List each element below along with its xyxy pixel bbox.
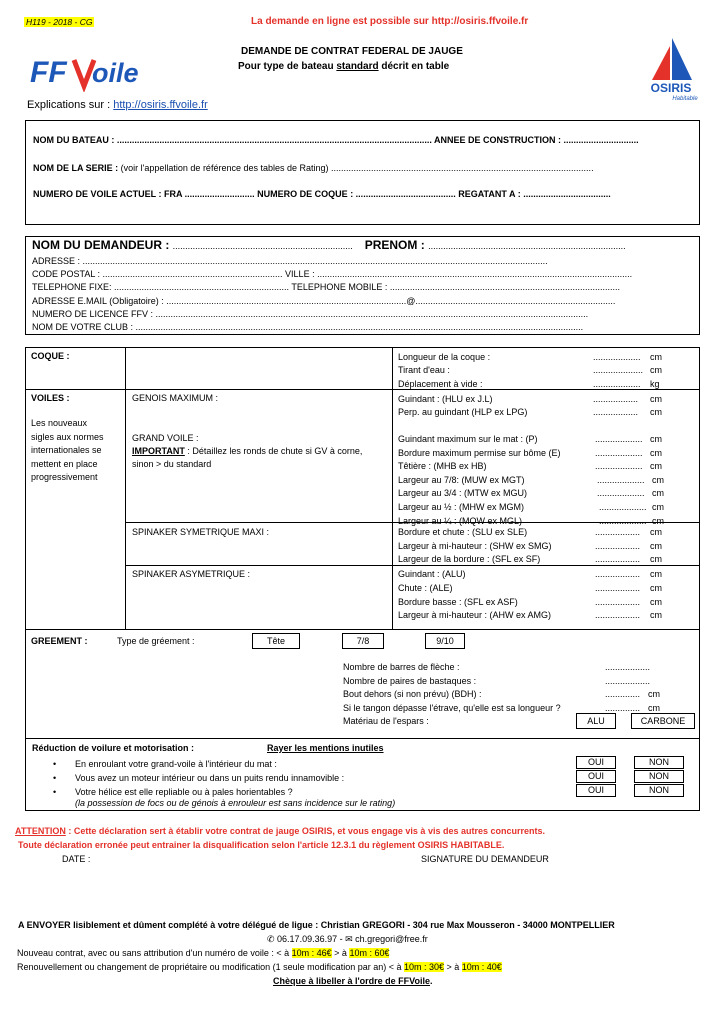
reduction-list [53,757,344,799]
engine-non[interactable]: NON [634,770,684,783]
ffvoile-logo [30,52,152,94]
sail-number-field[interactable]: NUMERO DE VOILE ACTUEL : FRA ............................ NUMERO DE COQUE : ........................................ REGATANT A : ................................... [33,189,611,199]
form-subtitle: Pour type de bateau standard décrit en table [238,61,450,72]
reduction-title: Réduction de voilure et motorisation : [32,743,195,753]
explications-link[interactable]: http://osiris.ffvoile.fr [113,99,208,111]
spinnaker-sym-rows[interactable]: Bordure et chute : (SLU ex SLE) .................. cm Largeur à mi-hauteur : (SHW ex SMG) .................. cm Largeur de la bordure : (SFL ex SF) .................. cm [398,527,662,564]
mainsail-important-2: sinon > du standard [132,459,212,469]
mainsail-rows[interactable]: Guindant maximum sur le mat : (P) ................... cm Bordure maximum permise sur bôme (E) ................... cm Têtière : (MHB ex HB) ................... cm Largeur au 7/8: (MUW ex MGT) ................... cm Largeur au 3/4 : (MTW ex MGU) ................... cm Largeur au ½ : (MHW ex MGM) ................... cm Largeur au ¼ : (MQW ex MGL) ................... cm [398,434,664,526]
reduction-item-engine: • Vous avez un moteur intérieur ou dans un puits rendu innamovible : [53,773,345,783]
postal-city-field[interactable]: CODE POSTAL : ........................................................................ VILLE : .............................................................................................................................. [32,269,633,280]
reduction-item-propeller: • Votre hélice est elle repliable ou à pales horientables ? [53,787,293,797]
mainsail-label: GRAND VOILE : [132,433,199,443]
license-field[interactable]: NUMERO DE LICENCE FFV : ............................................................................................................................................................................. [32,308,589,319]
furling-non[interactable]: NON [634,756,684,769]
rigging-option-tete[interactable]: Tête [252,633,300,649]
applicant-details[interactable] [32,255,632,334]
online-notice[interactable]: La demande en ligne est possible sur http://osiris.ffvoile.fr [251,16,529,27]
svg-text:Habitable: Habitable [672,96,698,102]
spar-material-label: Matériau de l'espars : [343,716,429,726]
rigging-option-7-8[interactable]: 7/8 [342,633,384,649]
propeller-non[interactable]: NON [634,784,684,797]
delegate-contact: ✆ 06.17.09.36.97 - ✉ ch.gregori@free.fr [267,934,428,944]
club-field[interactable]: NOM DE VOTRE CLUB : ................................................................................................................................................................................... [32,322,584,333]
reduction-item-furling: • En enroulant votre grand-voile à l'intérieur du mat : [53,759,277,769]
propeller-oui[interactable]: OUI [576,784,616,797]
reduction-note: (la possession de focs ou de génois à enrouleur est sans incidence sur le rating) [75,798,396,808]
spar-option-alu[interactable]: ALU [576,713,616,729]
spinnaker-asym-label: SPINAKER ASYMETRIQUE : [132,569,251,579]
genoa-label: GENOIS MAXIMUM : [132,393,219,403]
engine-oui[interactable]: OUI [576,770,616,783]
address-field[interactable]: ADRESSE : .......................................................................................................................................................................................... [32,256,548,266]
rigging-type-label: Type de gréement : [117,636,195,646]
date-field[interactable]: DATE : [62,854,91,864]
applicant-name-field[interactable]: NOM DU DEMANDEUR : ........................................................................ PRENOM : ............................................................................... [32,238,626,252]
strike-instruction: Rayer les mentions inutiles [267,743,384,753]
new-contract-price: Nouveau contrat, avec ou sans attribution d'un numéro de voile : < à 10m : 46€ > à 10m : 60€ [17,948,390,958]
rigging-label: GREEMENT : [31,636,88,646]
svg-text:FF: FF [30,56,67,89]
explications: Explications sur : http://osiris.ffvoile.fr [27,99,208,111]
boat-name-field[interactable]: NOM DU BATEAU : .............................................................................................................................. ANNEE DE CONSTRUCTION : .............................. [33,135,639,145]
attention-line-1: ATTENTION : Cette déclaration sert à établir votre contrat de jauge OSIRIS, et vous engage vis à vis des autres concurrents. [15,826,545,836]
mainsail-important: IMPORTANT : Détaillez les ronds de chute si GV à corne, [132,446,363,456]
email-field[interactable]: ADRESSE E.MAIL (Obligatoire) : ................................................................................................@................................................................................ [32,295,616,306]
renewal-price: Renouvellement ou changement de propriétaire ou modification (1 seule modification par an) < à 10m : 30€ > à 10m : 40€ [17,962,502,972]
sails-note: Les nouveaux sigles aux normes internationales se mettent en place progressivement [31,418,104,482]
spar-option-carbone[interactable]: CARBONE [631,713,695,729]
svg-text:OSIRIS: OSIRIS [650,81,692,95]
attention-line-2: Toute déclaration erronée peut entrainer la disqualification selon l'article 12.3.1 du règlement OSIRIS HABITABLE. [18,840,505,850]
furling-oui[interactable]: OUI [576,756,616,769]
hull-label: COQUE : [31,351,70,361]
form-title: DEMANDE DE CONTRAT FEDERAL DE JAUGE [241,46,463,57]
sails-label: VOILES : [31,393,70,403]
rigging-option-9-10[interactable]: 9/10 [425,633,465,649]
spinnaker-asym-rows[interactable]: Guindant : (ALU) .................. cm Chute : (ALE) .................. cm Bordure basse : (SFL ex ASF) .................. cm Largeur à mi-hauteur : (AHW ex AMG) .................. cm [398,569,662,621]
signature-field[interactable]: SIGNATURE DU DEMANDEUR [421,854,549,864]
spinnaker-sym-label: SPINAKER SYMETRIQUE MAXI : [132,527,270,537]
phone-field[interactable]: TELEPHONE FIXE: ...................................................................... TELEPHONE MOBILE : ............................................................................................ [32,282,620,293]
send-instruction: A ENVOYER lisiblement et dûment complété à votre délégué de ligue : Christian GREGORI - 304 rue Max Mousseron - 34000 MONTPELLIER [18,920,615,930]
cheque-instruction: Chèque à libeller à l'ordre de FFVoile. [273,976,433,986]
hull-rows[interactable]: Longueur de la coque : ................... cm Tirant d'eau : .................... cm Déplacement à vide : ................... kg [398,352,662,389]
osiris-logo [640,36,702,102]
rigging-rows[interactable]: Nombre de barres de flèche : .................. Nombre de paires de bastaques : .................. Bout dehors (si non prévu) (BDH) : .............. cm Si le tangon dépasse l'étrave, qu'elle est sa longueur ? .............. cm [343,662,660,713]
series-field[interactable]: NOM DE LA SERIE : (voir l'appellation de référence des tables de Rating) ......................................................................................................... [33,163,594,173]
genoa-rows[interactable]: Guindant : (HLU ex J.L) .................. cm Perp. au guindant (HLP ex LPG) .................. cm [398,394,662,418]
svg-text:oile: oile [92,58,139,88]
form-reference: H119 - 2018 - CG [26,17,93,27]
